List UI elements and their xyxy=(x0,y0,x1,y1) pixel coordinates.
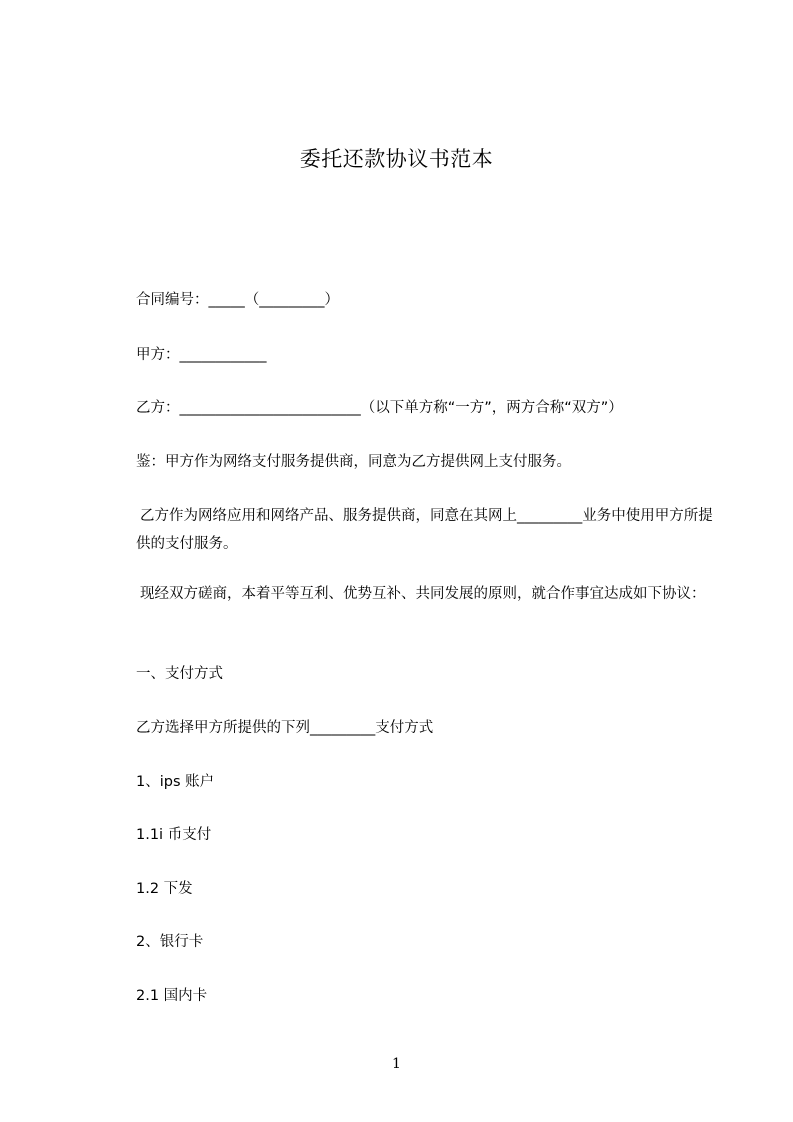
page-number: 1 xyxy=(392,1056,401,1072)
agreement-paragraph: 现经双方磋商，本着平等互利、优势互补、共同发展的原则，就合作事宜达成如下协议： xyxy=(140,586,706,602)
party-b-line: 乙方：_________________________（以下单方称“一方”，两方合称“双方”） xyxy=(136,400,623,416)
whereas-line: 鉴：甲方作为网络支付服务提供商，同意为乙方提供网上支付服务。 xyxy=(136,454,571,470)
usage-paragraph: 乙方作为网络应用和网络产品、服务提供商，同意在其网上_________业务中使用甲方所提供的支付服务。 xyxy=(136,508,713,552)
party-a-line: 甲方：____________ xyxy=(136,347,267,363)
list-item-1: 1、ips 账户 xyxy=(136,774,215,790)
section-1-intro: 乙方选择甲方所提供的下列_________支付方式 xyxy=(136,720,434,736)
list-item-2: 2、银行卡 xyxy=(136,934,204,950)
list-item-2-1: 2.1 国内卡 xyxy=(136,988,208,1004)
list-item-1-1: 1.1i 币支付 xyxy=(136,827,212,843)
list-item-1-2: 1.2 下发 xyxy=(136,881,193,897)
document-title: 委托还款协议书范本 xyxy=(299,147,494,171)
section-1-heading: 一、支付方式 xyxy=(136,666,223,682)
contract-number-line: 合同编号：_____（_________） xyxy=(136,292,339,308)
